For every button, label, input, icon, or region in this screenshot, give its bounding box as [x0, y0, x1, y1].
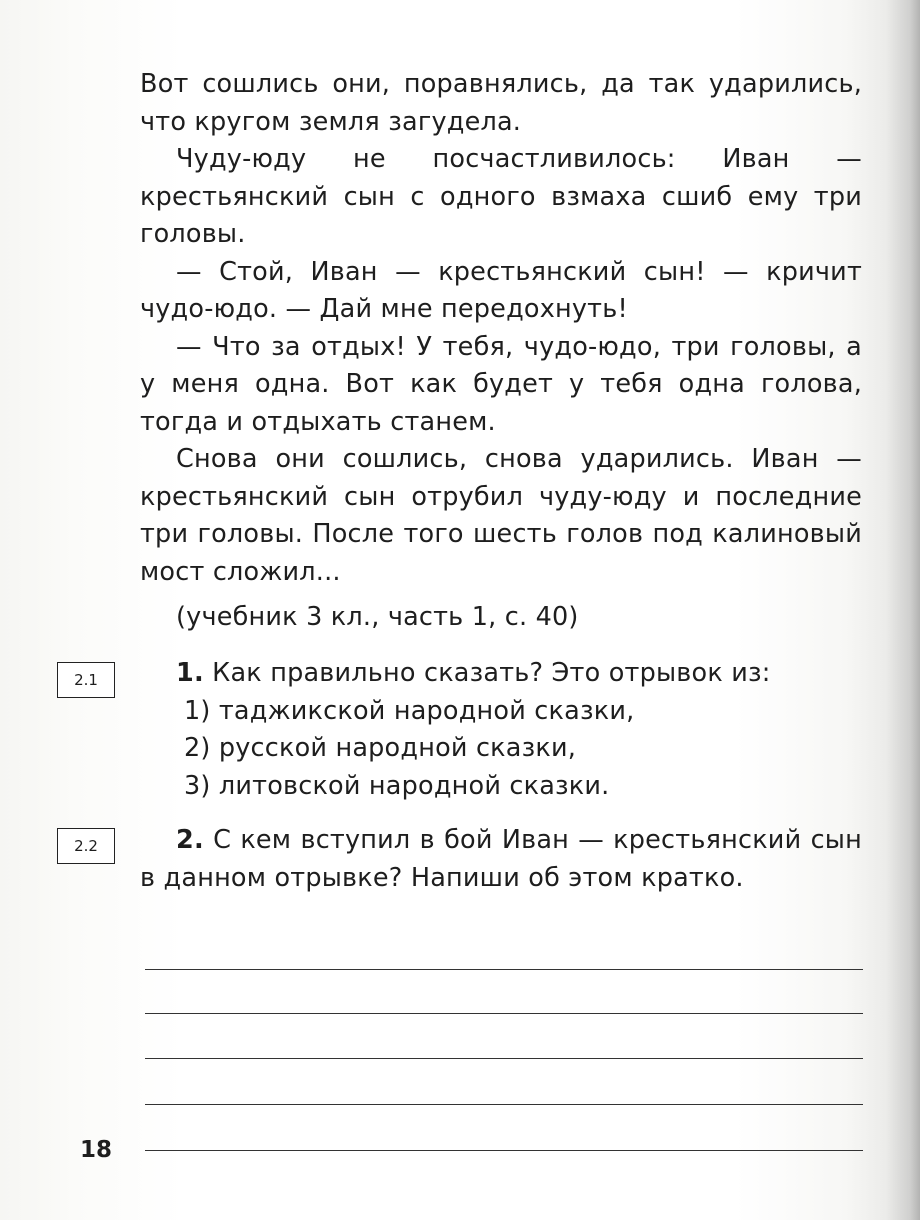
question-1-text: Как правильно сказать? Это отрывок из: — [212, 658, 771, 688]
page-number: 18 — [80, 1137, 113, 1163]
task-code-box-2: 2.2 — [57, 828, 115, 864]
answer-line-1[interactable] — [145, 969, 863, 970]
passage-paragraph-3: — Стой, Иван — крестьянский сын! — кричит чудо-юдо. — Дай мне передохнуть! — [140, 256, 862, 324]
source-reference: (учебник 3 кл., часть 1, с. 40) — [176, 602, 579, 632]
passage-paragraph-2: Чуду-юду не посчастливилось: Иван — крестьянский сын с одного взмаха сшиб ему три головы. — [140, 144, 862, 249]
page-edge-shadow — [886, 0, 920, 1220]
question-2-text: С кем вступил в бой Иван — крестьянский сын в данном отрывке? Напиши об этом кратко. — [140, 825, 862, 893]
answer-option-2: 2) русской народной сказки, — [184, 733, 577, 763]
passage-paragraph-1: Вот сошлись они, поравнялись, да так ударились, что кругом земля загудела. — [140, 69, 862, 137]
task-code-box-1: 2.1 — [57, 662, 115, 698]
answer-option-1: 1) таджикской народной сказки, — [184, 695, 635, 726]
question-2-number: 2. — [176, 825, 204, 855]
question-2 — [140, 822, 862, 897]
answer-line-5[interactable] — [145, 1150, 863, 1151]
reading-passage — [140, 66, 862, 591]
passage-paragraph-4: — Что за отдых! У тебя, чудо-юдо, три головы, а у меня одна. Вот как будет у тебя одна голова, тогда и отдыхать станем. — [140, 331, 862, 437]
answer-line-3[interactable] — [145, 1058, 863, 1059]
answer-option-3: 3) литовской народной сказки. — [184, 770, 610, 801]
question-1 — [140, 655, 862, 805]
passage-paragraph-5: Снова они сошлись, снова ударились. Иван — крестьянский сын отрубил чуду-юду и последние три головы. После того шесть голов под калиновый мост сложил... — [140, 444, 862, 587]
answer-line-2[interactable] — [145, 1013, 863, 1014]
answer-line-4[interactable] — [145, 1104, 863, 1105]
question-1-number: 1. — [176, 658, 204, 688]
